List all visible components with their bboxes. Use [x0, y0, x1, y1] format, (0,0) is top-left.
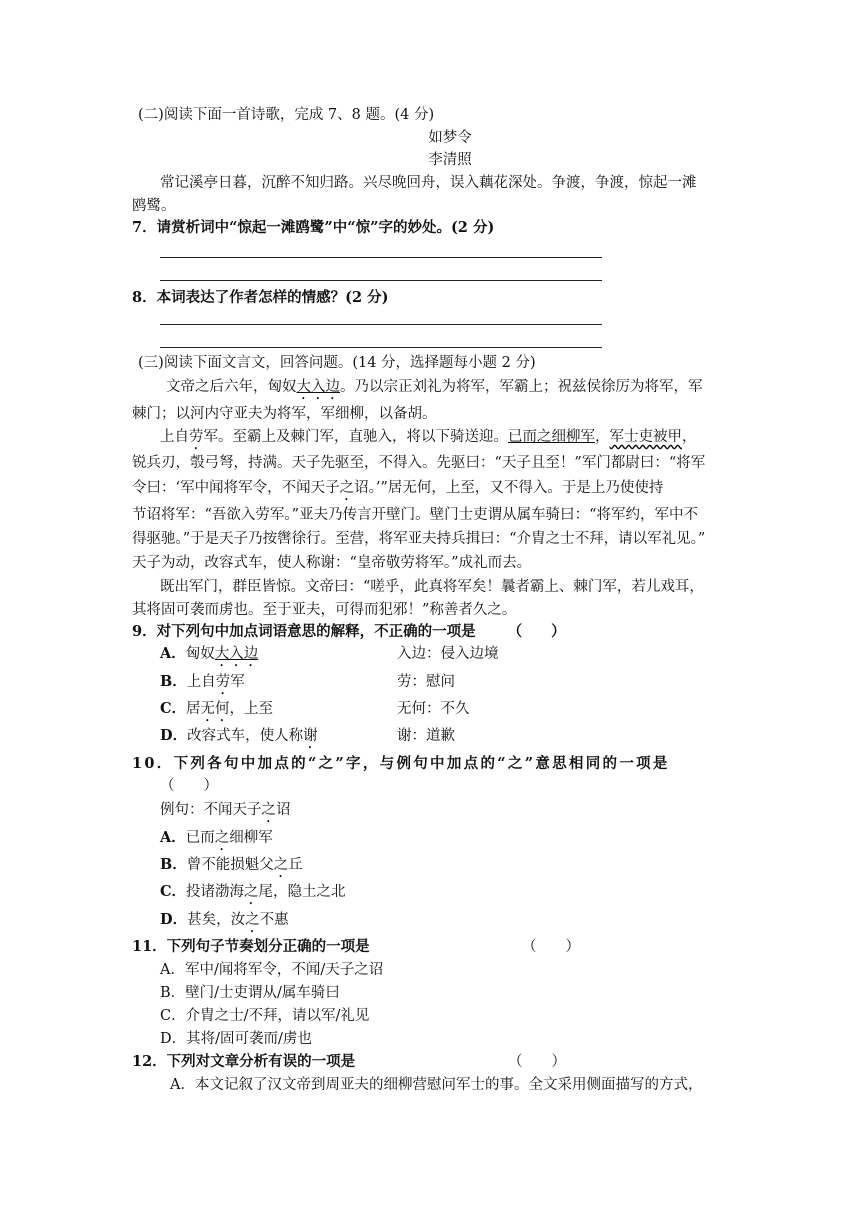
dotted-word: 劳: [189, 429, 204, 445]
section-heading-classical: (三)阅读下面文言文，回答问题。(14 分，选择题每小题 2 分): [138, 355, 536, 371]
dotted-word: 谢: [303, 728, 318, 744]
question-10: 10．下列各句中加点的“之”字，与例句中加点的“之”意思相同的一项是: [132, 755, 670, 772]
option-gloss: 谢：道歉: [397, 728, 455, 744]
passage-line: 得驱驰。”于是天子乃按辔徐行。至营，将军亚夫持兵揖曰：“介胄之士不拜，请以军礼见。”: [132, 531, 706, 547]
passage-line: 既出军门，群臣皆惊。文帝曰：“嗟乎，此真将军矣！曩者霸上、棘门军，若儿戏耳，: [160, 579, 704, 595]
option-d[interactable]: D．甚矣，汝之不惠: [160, 911, 289, 928]
question-9: 9．对下列句中加点词语意思的解释，不正确的一项是 （ ）: [132, 623, 566, 640]
answer-line[interactable]: [160, 347, 602, 348]
dotted-word: 大入边: [214, 646, 259, 662]
option-a[interactable]: A．匈奴大入边: [160, 645, 259, 662]
question-11: 11．下列句子节奏划分正确的一项是: [132, 938, 370, 955]
passage-line: 令曰：‘军中闻将军令，不闻天子之诏。’”居无何，上至，又不得入。于是上乃使使持: [132, 480, 664, 496]
passage-line: 上自劳军。至霸上及棘门军，直驰入，将以下骑送迎。已而之细柳军，军士吏被甲，: [160, 429, 697, 445]
poem-author: 李清照: [428, 152, 472, 168]
option-gloss: 入边：侵入边境: [397, 646, 499, 662]
underlined-phrase: 已而之细柳军: [508, 429, 595, 445]
option-d[interactable]: D．其将/固可袭而/虏也: [160, 1031, 312, 1047]
question-12: 12．下列对文章分析有误的一项是: [132, 1053, 356, 1070]
answer-bracket[interactable]: （ ）: [522, 939, 580, 955]
dotted-word: 之: [273, 857, 289, 873]
dotted-word: 之: [214, 830, 230, 846]
passage-line: 天子为动，改容式车，使人称谢：“皇帝敬劳将军。”成礼而去。: [132, 555, 532, 571]
option-c[interactable]: C．介胄之士/不拜，请以军/礼见: [160, 1008, 370, 1024]
option-d[interactable]: D．改容式车，使人称谢: [160, 727, 318, 744]
dotted-word: 之: [339, 480, 355, 496]
option-a[interactable]: A．已而之细柳军: [160, 829, 273, 846]
passage-line: 锐兵刃，彀弓弩，持满。天子先驱至，不得入。先驱曰：“天子且至！”军门都尉曰：“将军: [132, 455, 706, 471]
answer-line[interactable]: [160, 280, 602, 281]
passage-line: 节诏将军：“吾欲入劳军。”亚夫乃传言开壁门。壁门士吏谓从属车骑曰：“将军约，军中不: [132, 507, 698, 523]
question-7: 7．请赏析词中“惊起一滩鸥鹭”中“惊”字的妙处。(2 分): [132, 219, 495, 236]
answer-bracket[interactable]: （ ）: [507, 623, 566, 640]
option-b[interactable]: B．曾不能损魁父之丘: [160, 856, 303, 873]
dotted-word: 之: [245, 912, 260, 928]
answer-line[interactable]: [160, 324, 602, 325]
option-a[interactable]: A．本文记叙了汉文帝到周亚夫的细柳营慰问军士的事。全文采用侧面描写的方式，: [170, 1077, 703, 1093]
wavy-underlined-phrase: 军士吏被甲: [609, 429, 682, 445]
example-sentence: 例句：不闻天子之诏: [160, 802, 291, 818]
poem-line: 鸥鹭。: [132, 198, 176, 214]
passage-line: 棘门；以河内守亚夫为将军，军细柳，以备胡。: [132, 406, 437, 422]
passage-line: 文帝之后六年，匈奴大入边。乃以宗正刘礼为将军，军霸上；祝兹侯徐厉为将军，军: [166, 379, 703, 395]
section-heading-poem: (二)阅读下面一首诗歌，完成 7、8 题。(4 分): [138, 107, 435, 123]
option-a[interactable]: A．军中/闻将军令，不闻/天子之诏: [160, 962, 384, 978]
option-b[interactable]: B．壁门/士吏谓从/属车骑曰: [160, 985, 340, 1001]
passage-line: 其将固可袭而虏也。至于亚夫，可得而犯邪！”称善者久之。: [132, 602, 517, 618]
option-c[interactable]: C．居无何，上至: [160, 700, 274, 717]
dotted-word: 之: [261, 802, 276, 818]
dotted-word: 无何: [200, 701, 230, 717]
option-c[interactable]: C．投诸渤海之尾，隐土之北: [160, 883, 346, 900]
answer-bracket[interactable]: （ ）: [160, 778, 218, 794]
question-8: 8．本词表达了作者怎样的情感？(2 分): [132, 289, 389, 306]
dotted-word: 之: [244, 884, 259, 900]
answer-line[interactable]: [160, 257, 602, 258]
option-gloss: 无何：不久: [397, 701, 470, 717]
answer-bracket[interactable]: （ ）: [508, 1054, 566, 1070]
poem-title: 如梦令: [428, 130, 472, 146]
option-b[interactable]: B．上自劳军: [160, 673, 245, 690]
option-gloss: 劳：慰问: [397, 674, 455, 690]
poem-line: 常记溪亭日暮，沉醉不知归路。兴尽晚回舟，误入藕花深处。争渡，争渡，惊起一滩: [160, 175, 697, 191]
dotted-word: 劳: [215, 674, 231, 690]
dotted-word: 大入边: [296, 379, 340, 395]
